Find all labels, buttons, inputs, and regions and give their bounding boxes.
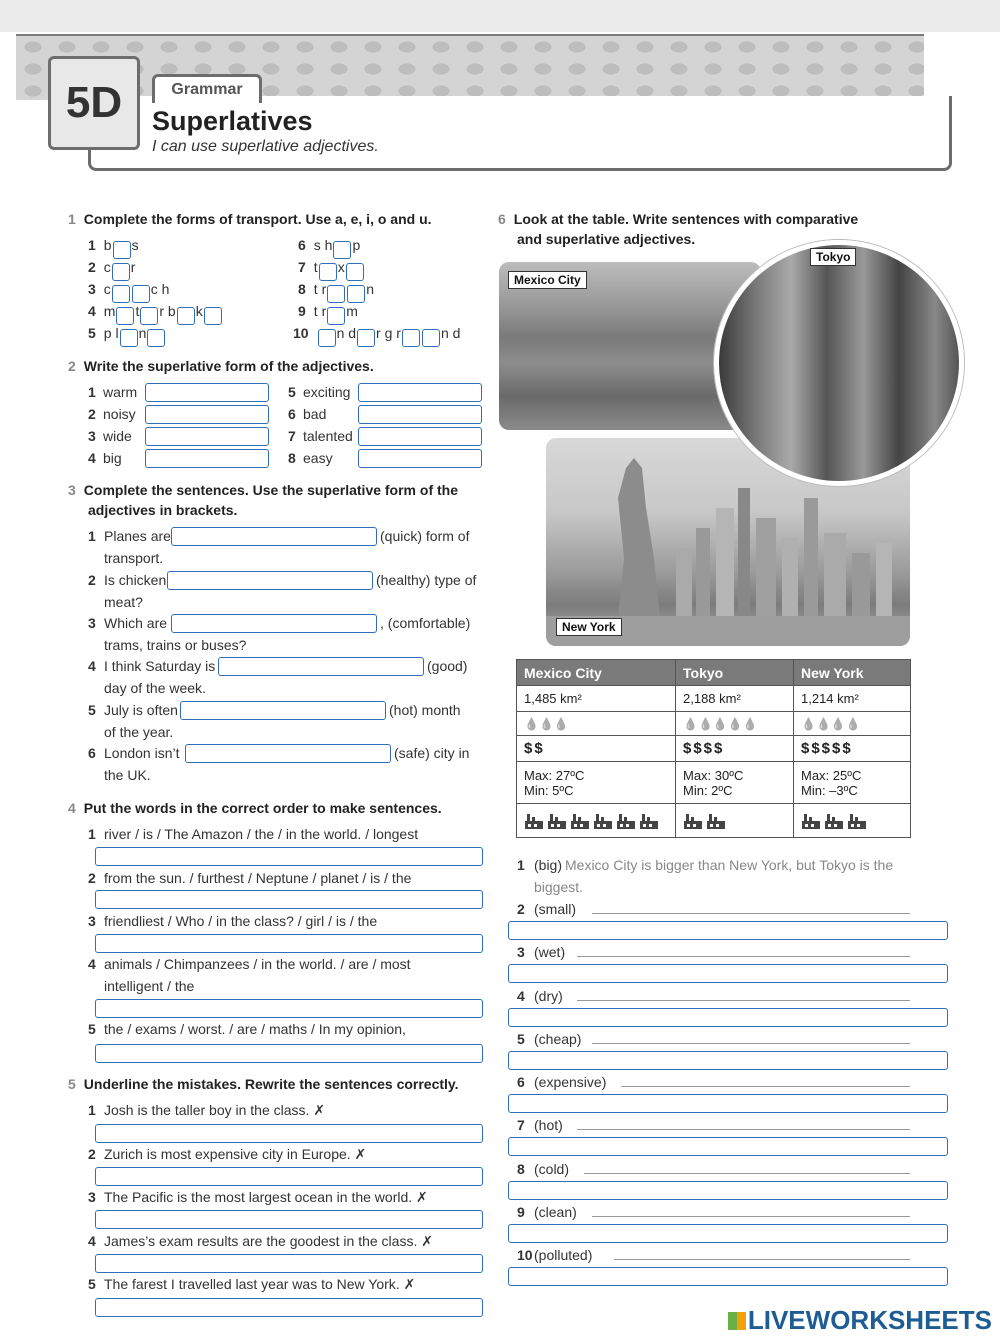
- ex6-answer-input[interactable]: [508, 921, 948, 940]
- ex3-item-text-after: (quick) form of: [380, 528, 470, 544]
- page-title: Superlatives: [152, 106, 313, 136]
- ex5-answer-input[interactable]: [95, 1167, 483, 1186]
- ex6-example-number: 1: [517, 857, 525, 873]
- letter-text: b: [103, 237, 112, 253]
- table-cell: $$: [517, 736, 676, 762]
- ex6-writing-line: [592, 1043, 910, 1044]
- ex1-item-number: 1: [88, 237, 96, 253]
- ex1-item-number: 8: [298, 281, 306, 297]
- ex1-item-number: 3: [88, 281, 96, 297]
- ex3-item-text-after: (safe) city in: [394, 745, 470, 761]
- table-cell: 1,214 km²: [794, 686, 911, 712]
- ex3-item-text: Planes are: [104, 528, 171, 544]
- ex6-item-number: 2: [517, 901, 525, 917]
- ex6-answer-input[interactable]: [508, 1267, 948, 1286]
- ex2-answer-input[interactable]: [358, 427, 482, 446]
- letter-text: c h: [150, 281, 170, 297]
- ex1-item: [88, 303, 223, 325]
- ex2-item-word: warm: [103, 384, 138, 400]
- section-tab: Grammar: [152, 74, 262, 103]
- ex6-item-word: (polluted): [534, 1247, 593, 1263]
- ex5-item-number: 1: [88, 1102, 96, 1118]
- letter-text: p: [352, 237, 361, 253]
- ex3-answer-input[interactable]: [171, 614, 377, 633]
- tokyo-label: Tokyo: [810, 248, 856, 266]
- ex2-answer-input[interactable]: [145, 383, 269, 402]
- ex2-item-word: exciting: [303, 384, 351, 400]
- factory-icon: [706, 812, 726, 830]
- tokyo-photo: [714, 240, 964, 486]
- ex6-writing-line: [592, 913, 910, 914]
- ex4-item-number: 5: [88, 1021, 96, 1037]
- ex3-item-text-after: (hot) month: [389, 702, 461, 718]
- ex1-item: [298, 281, 374, 303]
- factory-icon: [524, 812, 544, 830]
- ex3-item-text: July is often: [104, 702, 178, 718]
- ex1-item-number: 5: [88, 325, 96, 341]
- ex2-item-number: 4: [88, 450, 96, 466]
- factory-icon: [824, 812, 844, 830]
- ex6-item-word: (clean): [534, 1204, 577, 1220]
- ex1-item: [88, 325, 166, 347]
- ex3-item-number: 3: [88, 615, 96, 631]
- ex6-writing-line: [577, 956, 910, 957]
- ex6-writing-line: [621, 1086, 910, 1087]
- table-row-cost: [517, 736, 911, 762]
- letter-input[interactable]: [319, 263, 337, 281]
- letter-input[interactable]: [422, 329, 440, 347]
- ex1-item-number: 2: [88, 259, 96, 275]
- page-subtitle: I can use superlative adjectives.: [152, 138, 379, 155]
- ex1-item: [88, 259, 135, 281]
- top-bar: [0, 0, 1000, 32]
- ex1-item: [88, 281, 169, 303]
- table-cell: 2,188 km²: [676, 686, 794, 712]
- table-cell: [676, 762, 794, 804]
- ex3-item-text-after: , (comfortable): [380, 615, 471, 631]
- ex5-item-sentence: The farest I travelled last year was to New York. ✗: [104, 1276, 416, 1292]
- ex3-item-text: Which are: [104, 615, 168, 631]
- ex5-answer-input[interactable]: [95, 1254, 483, 1273]
- ex3-answer-input[interactable]: [185, 744, 391, 763]
- ex6-answer-input[interactable]: [508, 964, 948, 983]
- ex3-item-text-after: (good): [427, 658, 468, 674]
- table-row-temp: [517, 762, 911, 804]
- raindrop-icons: 💧💧💧💧💧: [683, 717, 758, 731]
- ex3-item-text: London isn’t: [104, 745, 180, 761]
- letter-text: s h: [313, 237, 333, 253]
- factory-icon: [683, 812, 703, 830]
- ex1-item: [88, 237, 139, 259]
- factory-icon: [593, 812, 613, 830]
- ex3-item-text: I think Saturday is: [104, 658, 216, 674]
- ex4-item-number: 4: [88, 956, 96, 972]
- letter-text: m: [103, 303, 116, 319]
- ex2-item-number: 3: [88, 428, 96, 444]
- ex5-answer-input[interactable]: [95, 1298, 483, 1317]
- factory-icon: [801, 812, 821, 830]
- letter-text: p l: [103, 325, 119, 341]
- ex6-answer-input[interactable]: [508, 1181, 948, 1200]
- ex2-item-word: bad: [303, 406, 327, 422]
- ex2-answer-input[interactable]: [145, 449, 269, 468]
- ex5-item-number: 2: [88, 1146, 96, 1162]
- factory-icon: [570, 812, 590, 830]
- ex5-item-sentence: Josh is the taller boy in the class. ✗: [104, 1102, 326, 1118]
- ex3-answer-input[interactable]: [218, 657, 424, 676]
- letter-input[interactable]: [147, 329, 165, 347]
- letter-text: n: [138, 325, 147, 341]
- rain-cell: [794, 712, 911, 736]
- ex2-answer-input[interactable]: [358, 449, 482, 468]
- ex5-heading: 5 Underline the mistakes. Rewrite the sentences correctly.: [68, 1076, 459, 1092]
- ex3-answer-input[interactable]: [167, 571, 373, 590]
- ex1-heading: 1 Complete the forms of transport. Use a, e, i, o and u.: [68, 211, 432, 227]
- letter-text: s: [131, 237, 139, 253]
- letter-text: t: [313, 259, 318, 275]
- rain-cell: [517, 712, 676, 736]
- ex1-item: [298, 303, 358, 325]
- unit-badge: 5D: [48, 56, 140, 150]
- ex2-heading: 2 Write the superlative form of the adjectives.: [68, 358, 374, 374]
- ex1-item-number: 7: [298, 259, 306, 275]
- ex5-item-sentence: The Pacific is the most largest ocean in the world. ✗: [104, 1189, 428, 1205]
- letter-text: n d: [440, 325, 461, 341]
- ex4-answer-input[interactable]: [95, 1044, 483, 1063]
- ex3-item-number: 4: [88, 658, 96, 674]
- letter-input[interactable]: [140, 307, 158, 325]
- letter-text: r b: [159, 303, 176, 319]
- table-cell: [517, 762, 676, 804]
- ex6-example-answer-l2: biggest.: [534, 879, 584, 895]
- ex1-item-number: 9: [298, 303, 306, 319]
- letter-input[interactable]: [327, 285, 345, 303]
- ex6-answer-input[interactable]: [508, 1008, 948, 1027]
- ex1-item: [298, 237, 360, 259]
- ex1-item-number: 4: [88, 303, 96, 319]
- ex3-item-continuation: meat?: [104, 594, 143, 610]
- letter-text: t r: [313, 303, 327, 319]
- ex3-item-continuation: day of the week.: [104, 680, 206, 696]
- ex2-item-number: 1: [88, 384, 96, 400]
- table-cell: 1,485 km²: [517, 686, 676, 712]
- ex1-item-number: 6: [298, 237, 306, 253]
- rain-cell: [676, 712, 794, 736]
- ex3-heading-l2: adjectives in brackets.: [88, 502, 238, 518]
- table-row-area: [517, 686, 911, 712]
- ex3-item-number: 2: [88, 572, 96, 588]
- ex4-item-words: river / is / The Amazon / the / in the world. / longest: [104, 826, 419, 842]
- ex6-writing-line: [577, 1000, 910, 1001]
- ex4-item-words-l2: intelligent / the: [104, 978, 195, 994]
- ex3-item-continuation: trams, trains or buses?: [104, 637, 247, 653]
- ex1-item: [293, 325, 460, 347]
- letter-input[interactable]: [347, 285, 365, 303]
- raindrop-icons: 💧💧💧💧: [801, 717, 861, 731]
- ex6-item-number: 4: [517, 988, 525, 1004]
- max-temp: Max: 30ºC: [683, 767, 744, 783]
- letter-input[interactable]: [113, 241, 131, 259]
- pollution-cell: [794, 804, 911, 838]
- factory-icon: [616, 812, 636, 830]
- min-temp: Min: 5ºC: [524, 782, 574, 798]
- ex4-item-words: animals / Chimpanzees / in the world. / are / most: [104, 956, 411, 972]
- ex2-item-number: 8: [288, 450, 296, 466]
- factory-icon: [547, 812, 567, 830]
- ex6-writing-line: [592, 1216, 910, 1217]
- ex6-item-word: (wet): [534, 944, 566, 960]
- ex6-writing-line: [577, 1129, 910, 1130]
- ex3-item-text-after: (healthy) type of: [376, 572, 477, 588]
- letter-text: k: [195, 303, 203, 319]
- letter-input[interactable]: [346, 263, 364, 281]
- ex2-item-word: big: [103, 450, 122, 466]
- letter-text: r: [130, 259, 136, 275]
- letter-input[interactable]: [318, 329, 336, 347]
- letter-text: t: [135, 303, 140, 319]
- ex4-answer-input[interactable]: [95, 934, 483, 953]
- table-header-cell: Mexico City: [517, 660, 676, 686]
- city-data-table: [516, 659, 911, 838]
- letter-text: n d: [336, 325, 357, 341]
- ex1-item-number: 10: [293, 325, 309, 341]
- max-temp: Max: 25ºC: [801, 767, 862, 783]
- ex5-item-number: 4: [88, 1233, 96, 1249]
- ex6-writing-line: [584, 1173, 910, 1174]
- ex6-item-word: (hot): [534, 1117, 563, 1133]
- max-temp: Max: 27ºC: [524, 767, 585, 783]
- letter-input[interactable]: [120, 329, 138, 347]
- raindrop-icons: 💧💧💧: [524, 717, 569, 731]
- ex6-writing-line: [614, 1259, 910, 1260]
- table-header-cell: New York: [794, 660, 911, 686]
- ex4-answer-input[interactable]: [95, 999, 483, 1018]
- ex6-item-number: 8: [517, 1161, 525, 1177]
- ex4-answer-input[interactable]: [95, 847, 483, 866]
- letter-text: x: [337, 259, 345, 275]
- ex6-item-word: (dry): [534, 988, 563, 1004]
- ex6-item-number: 3: [517, 944, 525, 960]
- ex6-answer-input[interactable]: [508, 1224, 948, 1243]
- new-york-label: New York: [556, 618, 622, 636]
- letter-input[interactable]: [177, 307, 195, 325]
- table-cell: [794, 762, 911, 804]
- ex3-answer-input[interactable]: [180, 701, 386, 720]
- letter-input[interactable]: [116, 307, 134, 325]
- ex5-item-sentence: James’s exam results are the goodest in the class. ✗: [104, 1233, 433, 1249]
- ex6-answer-input[interactable]: [508, 1137, 948, 1156]
- ex2-item-number: 2: [88, 406, 96, 422]
- ex2-item-word: noisy: [103, 406, 136, 422]
- ex2-answer-input[interactable]: [358, 383, 482, 402]
- ex3-item-number: 1: [88, 528, 96, 544]
- ex2-item-word: talented: [303, 428, 353, 444]
- pollution-cell: [517, 804, 676, 838]
- ex6-item-word: (cheap): [534, 1031, 582, 1047]
- ex3-item-number: 6: [88, 745, 96, 761]
- ex6-example-word: (big): [534, 857, 563, 873]
- table-header-row: [517, 660, 911, 686]
- letter-input[interactable]: [357, 329, 375, 347]
- letter-input[interactable]: [333, 241, 351, 259]
- ex6-item-word: (cold): [534, 1161, 570, 1177]
- ex5-answer-input[interactable]: [95, 1124, 483, 1143]
- letter-input[interactable]: [402, 329, 420, 347]
- ex2-item-number: 5: [288, 384, 296, 400]
- ex3-heading: 3 Complete the sentences. Use the superlative form of the: [68, 482, 459, 498]
- ex4-item-number: 1: [88, 826, 96, 842]
- ex6-item-word: (small): [534, 901, 576, 917]
- letter-text: t r: [313, 281, 327, 297]
- min-temp: Min: 2ºC: [683, 782, 733, 798]
- ex4-item-words: the / exams / worst. / are / maths / In my opinion,: [104, 1021, 406, 1037]
- mexico-city-label: Mexico City: [508, 271, 587, 289]
- table-row-rain: [517, 712, 911, 736]
- ex6-item-number: 5: [517, 1031, 525, 1047]
- ex3-item-continuation: transport.: [104, 550, 164, 566]
- table-cell: $$$$$: [794, 736, 911, 762]
- ex4-item-words: friendliest / Who / in the class? / girl / is / the: [104, 913, 378, 929]
- logo-icon: [728, 1312, 746, 1330]
- ex2-item-word: easy: [303, 450, 333, 466]
- ex6-item-number: 9: [517, 1204, 525, 1220]
- ex2-item-number: 7: [288, 428, 296, 444]
- pollution-cell: [676, 804, 794, 838]
- ex2-answer-input[interactable]: [358, 405, 482, 424]
- letter-text: r g r: [376, 325, 401, 341]
- factory-icon: [639, 812, 659, 830]
- letter-input[interactable]: [132, 285, 150, 303]
- letter-text: c: [103, 281, 111, 297]
- ex5-item-number: 3: [88, 1189, 96, 1205]
- ex4-item-number: 3: [88, 913, 96, 929]
- ex2-item-number: 6: [288, 406, 296, 422]
- ex1-item: [298, 259, 365, 281]
- ex6-item-word: (expensive): [534, 1074, 607, 1090]
- ex6-item-number: 7: [517, 1117, 525, 1133]
- min-temp: Min: –3ºC: [801, 782, 858, 798]
- table-row-pollution: [517, 804, 911, 838]
- ex6-answer-input[interactable]: [508, 1051, 948, 1070]
- letter-input[interactable]: [112, 263, 130, 281]
- ex3-item-number: 5: [88, 702, 96, 718]
- table-header-cell: Tokyo: [676, 660, 794, 686]
- ex5-item-number: 5: [88, 1276, 96, 1292]
- ex4-answer-input[interactable]: [95, 890, 483, 909]
- ex5-item-sentence: Zurich is most expensive city in Europe. ✗: [104, 1146, 367, 1162]
- ex3-item-continuation: of the year.: [104, 724, 174, 740]
- factory-icon: [847, 812, 867, 830]
- ex6-heading-l2: and superlative adjectives.: [517, 231, 696, 247]
- letter-input[interactable]: [327, 307, 345, 325]
- letter-input[interactable]: [112, 285, 130, 303]
- ex6-item-number: 6: [517, 1074, 525, 1090]
- ex6-example-answer: Mexico City is bigger than New York, but Tokyo is the: [565, 857, 894, 873]
- letter-input[interactable]: [204, 307, 222, 325]
- ex3-item-continuation: the UK.: [104, 767, 151, 783]
- ex5-answer-input[interactable]: [95, 1210, 483, 1229]
- ex2-answer-input[interactable]: [145, 427, 269, 446]
- ex3-answer-input[interactable]: [171, 527, 377, 546]
- liveworksheets-logo: LIVEWORKSHEETS: [728, 1305, 992, 1336]
- letter-text: n: [366, 281, 375, 297]
- ex6-heading: 6 Look at the table. Write sentences with comparative: [498, 211, 859, 227]
- table-cell: $$$$: [676, 736, 794, 762]
- ex4-item-number: 2: [88, 870, 96, 886]
- ex4-item-words: from the sun. / furthest / Neptune / planet / is / the: [104, 870, 412, 886]
- ex2-item-word: wide: [103, 428, 132, 444]
- ex6-item-number: 10: [517, 1247, 533, 1263]
- ex2-answer-input[interactable]: [145, 405, 269, 424]
- ex6-answer-input[interactable]: [508, 1094, 948, 1113]
- letter-text: m: [346, 303, 358, 319]
- ex4-heading: 4 Put the words in the correct order to make sentences.: [68, 800, 442, 816]
- ex3-item-text: Is chicken: [104, 572, 167, 588]
- letter-text: c: [103, 259, 111, 275]
